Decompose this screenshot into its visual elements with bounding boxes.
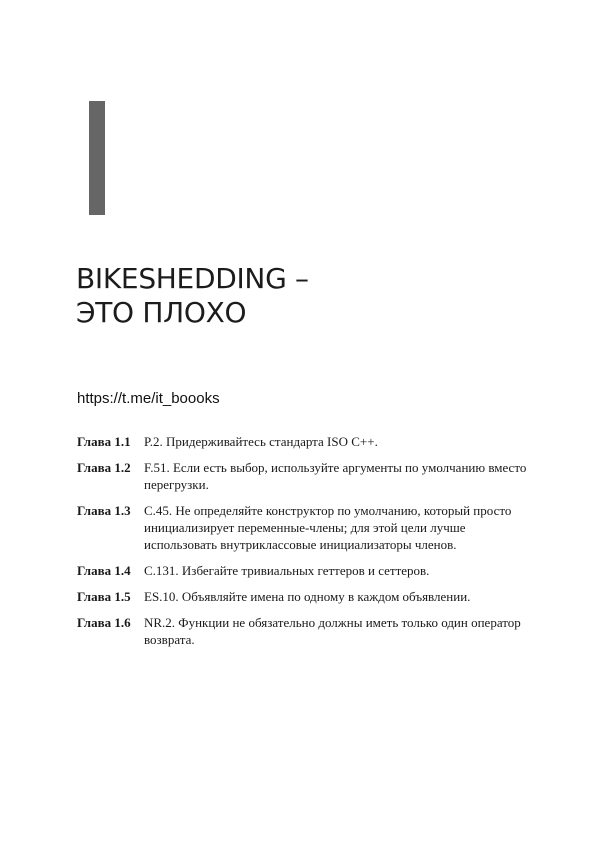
chapter-item (77, 502, 527, 553)
chapter-number: Глава 1.4 (77, 563, 131, 578)
chapter-item (77, 459, 527, 493)
chapter-text: C.45. Не определяйте конструктор по умолчанию, который просто инициализирует переменные-члены; для этой цели лучше использовать внутриклассовые инициализаторы членов. (144, 503, 512, 552)
chapter-number: Глава 1.2 (77, 460, 131, 475)
part-title-line-1: BIKESHEDDING – (76, 262, 309, 295)
chapter-number: Глава 1.5 (77, 589, 131, 604)
chapter-list (77, 433, 527, 657)
chapter-item (77, 588, 527, 605)
chapter-text: F.51. Если есть выбор, используйте аргументы по умолчанию вместо перегрузки. (144, 460, 527, 492)
chapter-item (77, 433, 527, 450)
part-title (76, 262, 309, 330)
chapter-item (77, 614, 527, 648)
part-numeral-bar (89, 101, 105, 215)
part-title-line-2: ЭТО ПЛОХО (76, 296, 247, 329)
chapter-text: ES.10. Объявляйте имена по одному в каждом объявлении. (144, 589, 471, 604)
chapter-text: C.131. Избегайте тривиальных геттеров и сеттеров. (144, 563, 430, 578)
telegram-link[interactable]: https://t.me/it_boooks (77, 390, 220, 407)
chapter-number: Глава 1.1 (77, 434, 131, 449)
chapter-number: Глава 1.3 (77, 503, 131, 518)
chapter-number: Глава 1.6 (77, 615, 131, 630)
chapter-text: NR.2. Функции не обязательно должны иметь только один оператор возврата. (144, 615, 521, 647)
chapter-text: P.2. Придерживайтесь стандарта ISO C++. (144, 434, 378, 449)
chapter-item (77, 562, 527, 579)
